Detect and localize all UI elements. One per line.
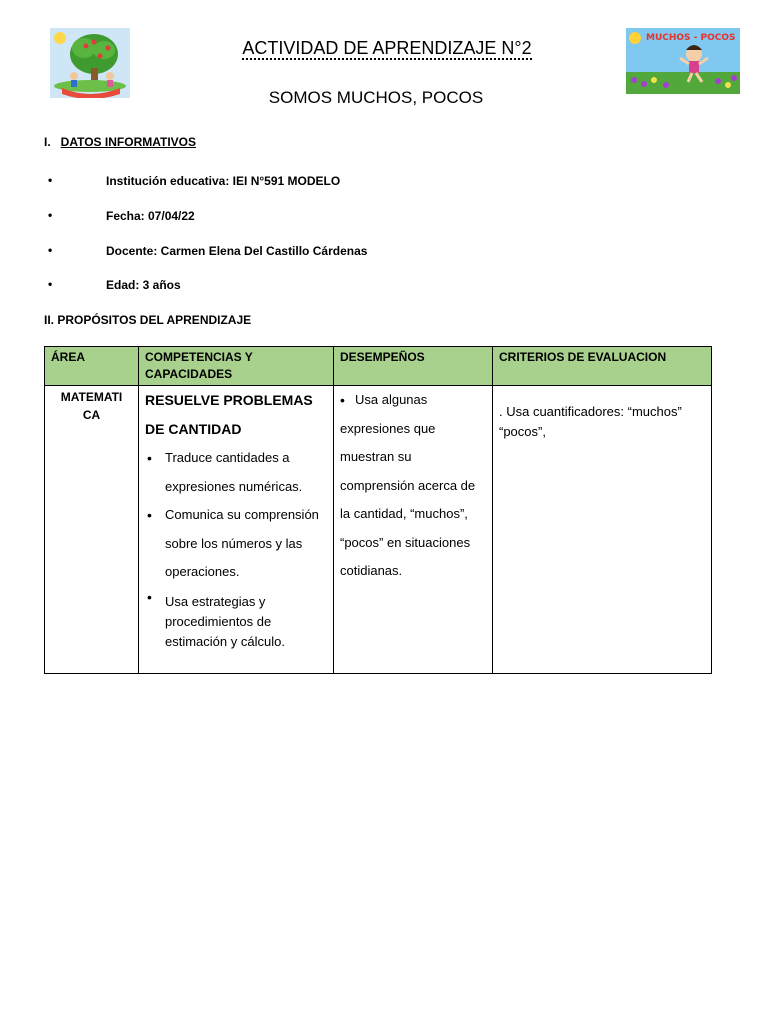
desempenos-cell [334, 386, 493, 674]
info-item-text: Institución educativa: IEI N°591 MODELO [106, 174, 341, 188]
header-desempenos: DESEMPEÑOS [334, 347, 493, 386]
header-competencias: COMPETENCIAS Y CAPACIDADES [139, 347, 334, 386]
document-title [0, 38, 768, 59]
section-1-title: DATOS INFORMATIVOS [60, 135, 197, 149]
list-item: • Traduce cantidades a expresiones numéricas. [145, 444, 327, 501]
desempeno-wrapper [334, 386, 492, 586]
criterios-cell [493, 386, 712, 674]
title-text: ACTIVIDAD DE APRENDIZAJE N°2 [242, 38, 532, 58]
muchos-pocos-logo-text: MUCHOS - POCOS [646, 33, 736, 43]
header-criterios: CRITERIOS DE EVALUACION [493, 347, 712, 386]
info-item-text: Fecha: 07/04/22 [106, 209, 195, 223]
area-value [45, 386, 138, 424]
competencias-cell [139, 386, 334, 674]
table-header-row [45, 347, 712, 386]
desempeno-text: • Usa algunas expresiones que muestran su comprensión acerca de la cantidad, “muchos”, “pocos” en situaciones cotidianas. [340, 392, 475, 578]
table-row [45, 386, 712, 674]
area-cell [45, 386, 139, 674]
list-item: • Usa estrategias y procedimientos de estimación y cálculo. [145, 587, 327, 653]
section-1-number: I. [44, 135, 51, 149]
document-subtitle: SOMOS MUCHOS, POCOS [268, 88, 484, 107]
area-line-2: CA [82, 408, 101, 422]
section-2-heading: II. PROPÓSITOS DEL APRENDIZAJE [44, 313, 252, 327]
bullet-icon: • [48, 243, 53, 257]
bullet-icon: • [48, 173, 53, 187]
bullet-icon: • [48, 208, 53, 222]
bullet-icon: • [48, 277, 53, 291]
capacidades-list [139, 444, 333, 653]
competencia-title: RESUELVE PROBLEMAS DE CANTIDAD [145, 392, 313, 437]
learning-purposes-table [44, 346, 712, 674]
section-1-heading [44, 135, 196, 149]
info-item-text: Docente: Carmen Elena Del Castillo Cárdenas [106, 244, 368, 258]
header-area: ÁREA [45, 347, 139, 386]
area-line-1: MATEMATI [60, 390, 123, 404]
info-item-text: Edad: 3 años [106, 278, 181, 292]
list-item: • Comunica su comprensión sobre los números y las operaciones. [145, 501, 327, 587]
criterio-text: . Usa cuantificadores: “muchos” “pocos”, [499, 404, 682, 439]
